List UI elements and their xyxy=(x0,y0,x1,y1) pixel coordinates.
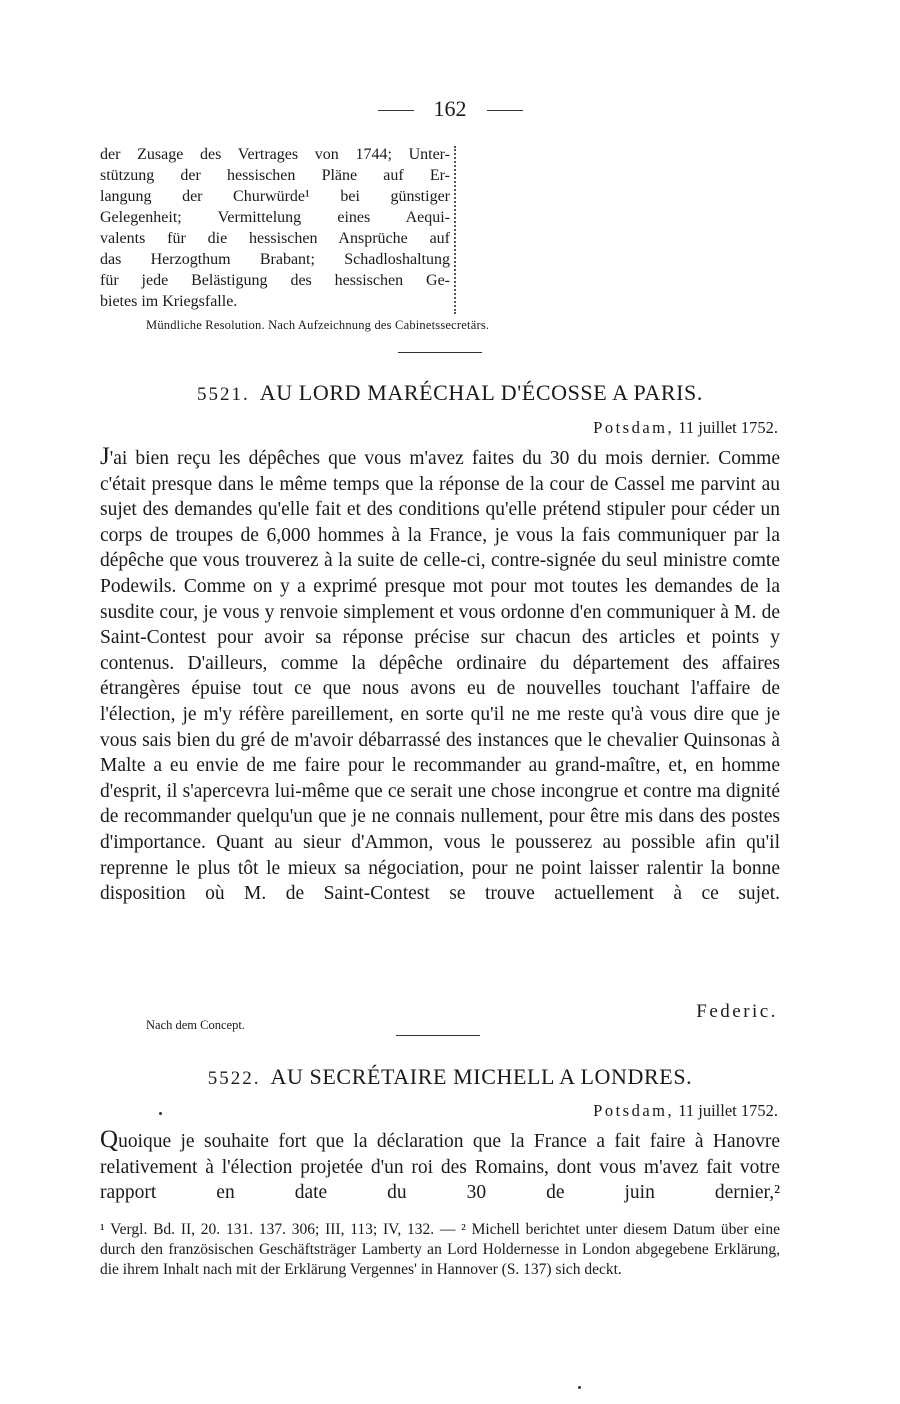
side-note xyxy=(100,144,450,312)
letter-body-text: uoique je souhaite fort que la déclaration que la France a fait faire à Hanovre relativement à l'élection projetée d'un roi des Romains, dont vous m'avez fait votre rapport en date du 30 de juin dernier,² xyxy=(100,1131,780,1204)
letter-date: 11 juillet 1752. xyxy=(678,418,778,437)
footnotes: ¹ Vergl. Bd. II, 20. 131. 137. 306; III, 113; IV, 132. — ² Michell berichtet unter diesem Datum über eine durch den französischen Geschäftsträger Lamberty an Lord Holdernesse in London abgegebene Erklärung, die ihrem Inhalt nach mit der Erklärung Vergennes' in Hannover (S. 137) sich deckt. xyxy=(100,1221,780,1278)
print-speck xyxy=(159,1112,162,1115)
side-note-line: das Herzogthum Brabant; Schadloshaltung xyxy=(100,251,450,268)
side-note-line: valents für die hessischen Ansprüche auf xyxy=(100,230,450,247)
side-note-dotted-rule xyxy=(454,146,456,314)
side-note-line: Gelegenheit; Vermittelung eines Aequi- xyxy=(100,209,450,226)
side-note-line: für jede Belästigung des hessischen Ge- xyxy=(100,272,450,289)
side-note-line: stützung der hessischen Pläne auf Er- xyxy=(100,167,450,184)
section-divider xyxy=(396,1035,480,1036)
letter-body xyxy=(100,1127,780,1206)
letter-source: Nach dem Concept. xyxy=(146,1018,245,1032)
side-note-line: bietes im Kriegsfalle. xyxy=(100,293,238,310)
side-note-line: der Zusage des Vertrages von 1744; Unter- xyxy=(100,146,450,163)
letter-heading xyxy=(0,380,900,406)
page-number-rule-left xyxy=(378,110,414,111)
side-note-line: langung der Churwürde¹ bei günstiger xyxy=(100,188,450,205)
page-number: 162 xyxy=(433,96,467,121)
letter-number: 5522. xyxy=(207,1068,261,1089)
side-note-source: Mündliche Resolution. Nach Aufzeichnung des Cabinetssecretärs. xyxy=(146,318,490,332)
letter-heading xyxy=(0,1064,900,1090)
letter-dateline xyxy=(593,1101,778,1121)
letter-body xyxy=(100,444,780,907)
print-speck xyxy=(578,1386,581,1389)
page-number-rule-right xyxy=(487,110,523,111)
signature: Federic. xyxy=(696,1001,778,1022)
letter-place: Potsdam, xyxy=(593,418,675,437)
letter-date: 11 juillet 1752. xyxy=(678,1101,778,1120)
letter-title: AU LORD MARÉCHAL D'ÉCOSSE A PARIS. xyxy=(259,380,703,405)
letter-place: Potsdam, xyxy=(593,1101,675,1120)
letter-dateline xyxy=(593,418,778,438)
dropcap: Q xyxy=(100,1126,119,1153)
dropcap: J xyxy=(100,443,110,470)
section-divider xyxy=(398,352,482,353)
letter-number: 5521. xyxy=(196,384,250,405)
letter-body-text: 'ai bien reçu les dépêches que vous m'avez faites du 30 du mois dernier. Comme c'était presque dans le même temps que la réponse de la cour de Cassel me parvint au sujet des demandes qu'elle fait et des conditions qu'elle prétend stipuler pour céder un corps de troupes de 6,000 hommes à la France, je vous la fais communiquer par la dépêche que vous trouverez à la suite de celle-ci, contre-signée du seul ministre comte Podewils. Comme on y a exprimé presque mot pour mot toutes les demandes de la susdite cour, je vous y renvoie simplement et vous ordonne d'en communiquer à M. de Saint-Contest pour avoir sa réponse précise sur chacun des articles et points y contenus. D'ailleurs, comme la dépêche ordinaire du département des affaires étrangères épuise tout ce que nous avons eu de nouvelles touchant l'affaire de l'élection, je m'y réfère pareillement, en sorte qu'il ne me reste qu'à vous dire que je vous sais bien du gré de m'avoir débarrassé des instances que le chevalier Quinsonas à Malte a eu envie de me faire pour le recommander au grand-maître, et, en homme d'esprit, il s'apercevra lui-même que ce serait une chose incongrue et contre ma dignité de recommander quelqu'un que je ne connais nullement, pour être mis dans des postes d'importance. Quant au sieur d'Ammon, vous le pousserez au possible afin qu'il reprenne le plus tôt le mieux sa négociation, pour ne point laisser ralentir la bonne disposition où M. de Saint-Contest se trouve actuellement à ce sujet. xyxy=(100,448,780,905)
letter-title: AU SECRÉTAIRE MICHELL A LONDRES. xyxy=(270,1064,693,1089)
page-number-line xyxy=(0,96,900,122)
